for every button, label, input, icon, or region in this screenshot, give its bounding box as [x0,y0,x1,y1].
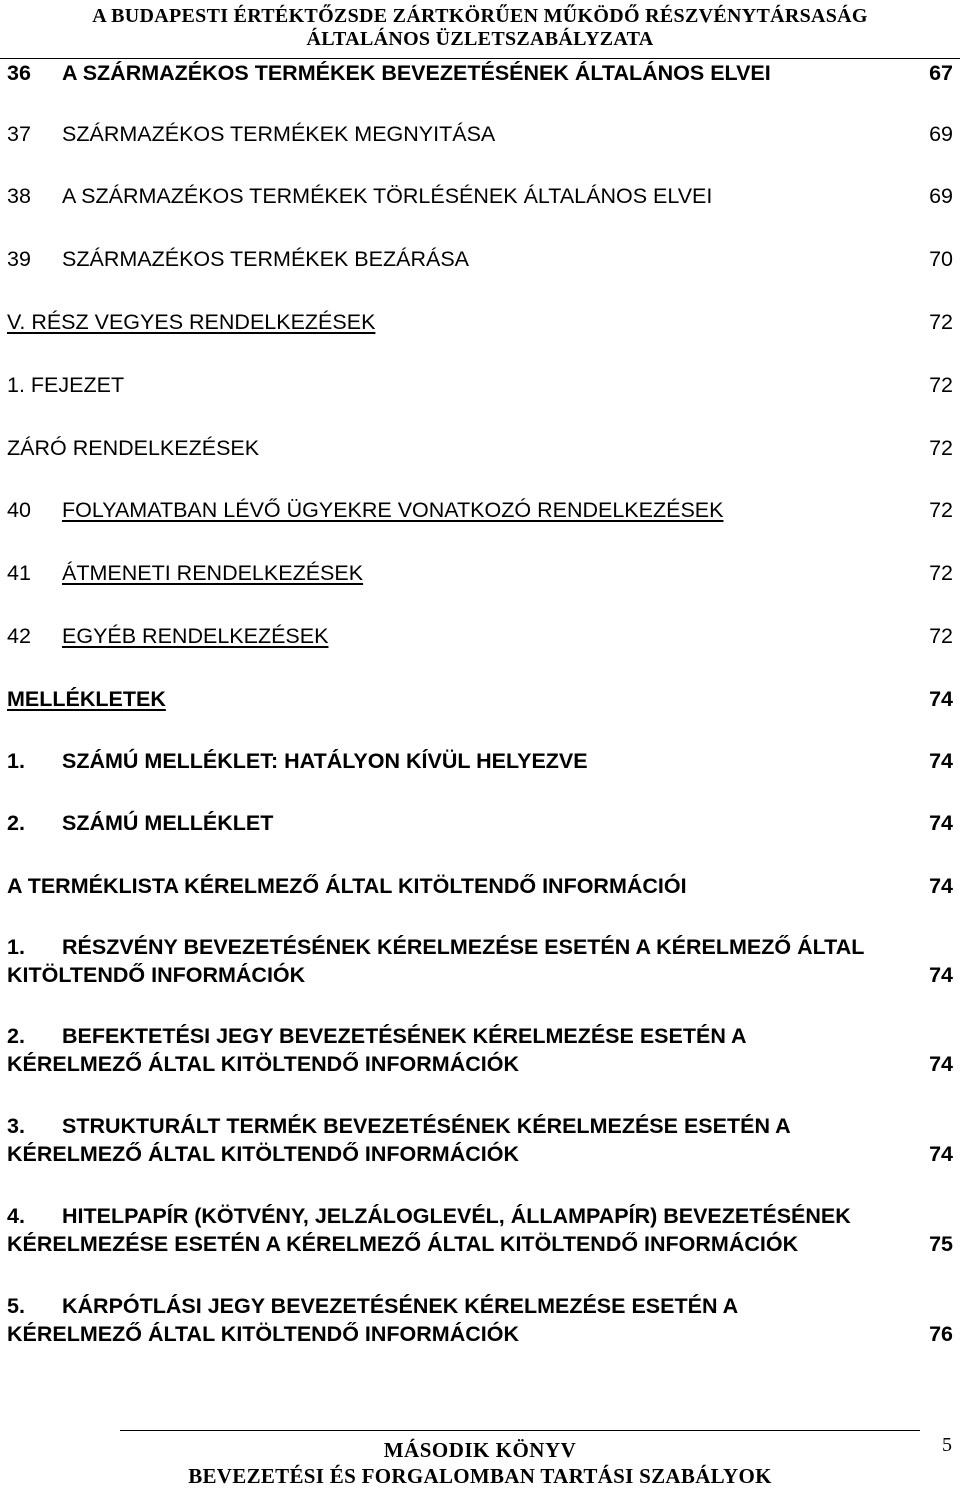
toc-entry-number: 2. [7,811,25,835]
toc-entry-title: SZÁRMAZÉKOS TERMÉKEK BEZÁRÁSA [62,247,469,271]
toc-entry-title: FOLYAMATBAN LÉVŐ ÜGYEKRE VONATKOZÓ RENDELKEZÉSEK [62,498,724,522]
toc-entry-page: 74 [929,1142,953,1166]
toc-entry-number: 38 [7,184,31,208]
toc-entry-title: 1. FEJEZET [7,373,125,397]
toc-entry-number: 42 [7,624,31,648]
toc-entry-title: KÁRPÓTLÁSI JEGY BEVEZETÉSÉNEK KÉRELMEZÉSE ESETÉN A [62,1294,739,1318]
page-number: 5 [942,1434,952,1456]
toc-entry-page: 69 [929,184,953,208]
toc-entry-page: 74 [929,963,953,987]
toc-entry-title: SZÁMÚ MELLÉKLET [62,811,274,835]
toc-entry-page: 74 [929,687,953,711]
toc-entry-number: 36 [7,61,31,85]
toc-entry-page: 74 [929,749,953,773]
document-footer [0,1430,960,1488]
footer-book-title: MÁSODIK KÖNYV [383,1438,577,1462]
toc-entry-page: 76 [929,1322,953,1346]
toc-entry-title: A SZÁRMAZÉKOS TERMÉKEK BEVEZETÉSÉNEK ÁLTALÁNOS ELVEI [62,61,771,85]
toc-entry-number: 4. [7,1204,25,1228]
toc-entry-title: EGYÉB RENDELKEZÉSEK [62,624,329,648]
toc-entry-number: 39 [7,247,31,271]
toc-entry-title: A SZÁRMAZÉKOS TERMÉKEK TÖRLÉSÉNEK ÁLTALÁNOS ELVEI [62,184,713,208]
toc-entry-title: ÁTMENETI RENDELKEZÉSEK [62,561,364,585]
toc-entry-title: BEFEKTETÉSI JEGY BEVEZETÉSÉNEK KÉRELMEZÉSE ESETÉN A [62,1024,747,1048]
footer-divider [120,1430,920,1431]
toc-entry-title-continued: KÉRELMEZŐ ÁLTAL KITÖLTENDŐ INFORMÁCIÓK [7,1052,519,1076]
toc-entry-title: RÉSZVÉNY BEVEZETÉSÉNEK KÉRELMEZÉSE ESETÉN A KÉRELMEZŐ ÁLTAL [62,935,865,959]
toc-entry-title-continued: KITÖLTENDŐ INFORMÁCIÓK [7,963,306,987]
toc-entry-title-continued: KÉRELMEZÉSE ESETÉN A KÉRELMEZŐ ÁLTAL KITÖLTENDŐ INFORMÁCIÓK [7,1232,799,1256]
toc-entry-page: 75 [929,1232,953,1256]
toc-entry-title: A TERMÉKLISTA KÉRELMEZŐ ÁLTAL KITÖLTENDŐ INFORMÁCIÓI [7,874,687,898]
toc-entry-page: 72 [929,498,953,522]
header-title-line1: A BUDAPESTI ÉRTÉKTŐZSDE ZÁRTKÖRŰEN MŰKÖDŐ RÉSZVÉNYTÁRSASÁG [92,5,868,27]
toc-entry-title: SZÁMÚ MELLÉKLET: HATÁLYON KÍVÜL HELYEZVE [62,749,588,773]
toc-entry-number: 2. [7,1024,25,1048]
toc-entry-title: V. RÉSZ VEGYES RENDELKEZÉSEK [7,310,376,334]
toc-entry-number: 40 [7,498,31,522]
toc-entry-title: ZÁRÓ RENDELKEZÉSEK [7,436,260,460]
toc-entry-title: HITELPAPÍR (KÖTVÉNY, JELZÁLOGLEVÉL, ÁLLAMPAPÍR) BEVEZETÉSÉNEK [62,1204,851,1228]
toc-entry-number: 5. [7,1294,25,1318]
toc-entry-page: 70 [929,247,953,271]
toc-entry-page: 67 [929,61,953,85]
document-header [0,0,960,59]
toc-entry-page: 72 [929,373,953,397]
toc-entry-page: 72 [929,310,953,334]
toc-entry-page: 74 [929,1052,953,1076]
toc-entry-title-continued: KÉRELMEZŐ ÁLTAL KITÖLTENDŐ INFORMÁCIÓK [7,1142,519,1166]
toc-entry-title-continued: KÉRELMEZŐ ÁLTAL KITÖLTENDŐ INFORMÁCIÓK [7,1322,519,1346]
toc-entry-page: 74 [929,874,953,898]
toc-entry-number: 37 [7,122,31,146]
footer-section-title: BEVEZETÉSI ÉS FORGALOMBAN TARTÁSI SZABÁLYOK [188,1464,772,1488]
toc-entry-page: 72 [929,624,953,648]
toc-entry-number: 1. [7,749,25,773]
toc-entry-page: 69 [929,122,953,146]
toc-entry-page: 74 [929,811,953,835]
toc-entry-page: 72 [929,436,953,460]
toc-entry-title: MELLÉKLETEK [7,687,166,711]
toc-entry-number: 41 [7,561,31,585]
header-title-line2: ÁLTALÁNOS ÜZLETSZABÁLYZATA [306,28,654,50]
toc-entry-page: 72 [929,561,953,585]
toc-entry-title: SZÁRMAZÉKOS TERMÉKEK MEGNYITÁSA [62,122,496,146]
toc-entry-number: 1. [7,935,25,959]
toc-entry-title: STRUKTURÁLT TERMÉK BEVEZETÉSÉNEK KÉRELMEZÉSE ESETÉN A [62,1114,791,1138]
toc-entry-number: 3. [7,1114,25,1138]
